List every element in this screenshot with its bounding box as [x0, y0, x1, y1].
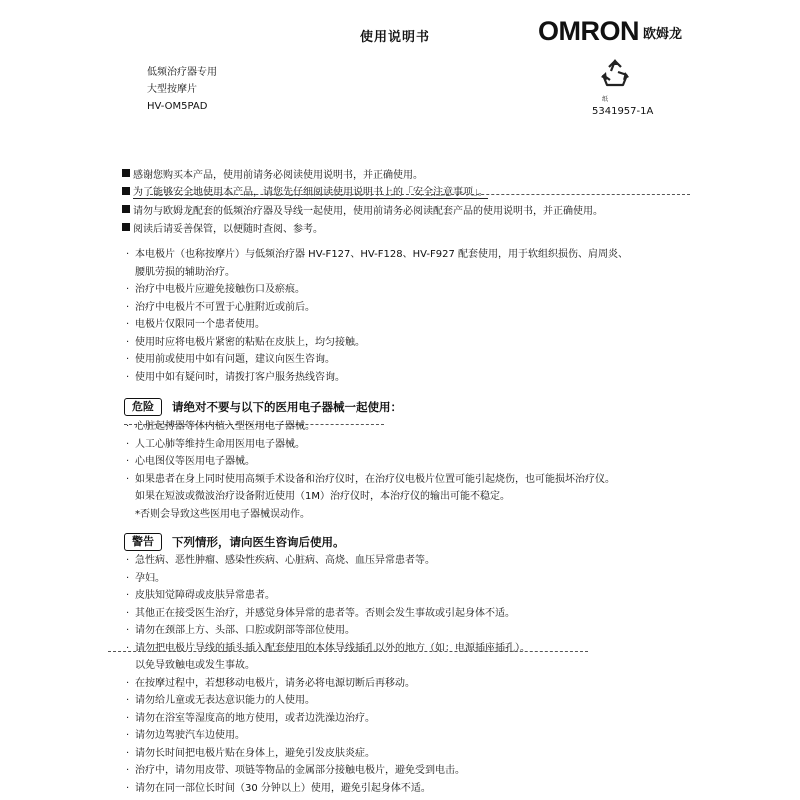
square-bullet-icon	[122, 187, 130, 195]
document-title: 使用说明书	[360, 30, 431, 45]
danger-badge: 危险	[124, 398, 162, 416]
intro-notices	[122, 164, 702, 236]
list-item: · 使用时应将电极片紧密的粘贴在皮肤上，均匀接触。	[126, 336, 365, 348]
list-item: · 请勿在同一部位长时间（30 分钟以上）使用，避免引起身体不适。	[126, 782, 431, 794]
list-item-continuation: 以免导致触电或发生事故。	[135, 660, 255, 671]
square-bullet-icon	[122, 205, 130, 213]
list-item: · 电极片仅限同一个患者使用。	[126, 319, 265, 330]
list-item: · 如果患者在身上同时使用高频手术设备和治疗仪时，在治疗仪电极片位置可能引起烧伤，也可能损坏治疗仪。	[126, 473, 615, 485]
list-item: · 皮肤知觉障碍或皮肤异常患者。	[126, 590, 275, 601]
scan-dash-line	[150, 194, 690, 195]
product-model: HV-OM5PAD	[147, 101, 208, 112]
square-bullet-icon	[122, 169, 130, 177]
list-item: · 请勿长时间把电极片贴在身体上，避免引发皮肤炎症。	[126, 747, 375, 759]
list-item-continuation: 腰肌劳损的辅助治疗。	[135, 266, 235, 278]
list-item: · 治疗中，请勿用皮带、项链等物品的金属部分接触电极片，避免受到电击。	[126, 765, 465, 776]
list-item: · 孕妇。	[126, 572, 165, 584]
square-bullet-icon	[122, 223, 130, 231]
list-item: · 心脏起搏器等体内植入型医用电子器械。	[126, 421, 315, 432]
warning-list	[126, 552, 726, 797]
list-item: · 其他正在接受医生治疗，并感觉身体异常的患者等。否则会发生事故或引起身体不适。	[126, 607, 515, 619]
danger-title: 请绝对不要与以下的医用电子器械一起使用：	[172, 400, 402, 414]
list-item-continuation: 如果在短波或微波治疗设备附近使用（1M）治疗仪时，本治疗仪的输出可能不稳定。	[135, 491, 510, 502]
product-line-1: 低频治疗器专用	[147, 67, 217, 78]
omron-logo	[538, 18, 682, 45]
usage-list	[126, 246, 706, 386]
list-item: · 急性病、恶性肿瘤、感染性疾病、心脏病、高烧、血压异常患者等。	[126, 555, 435, 566]
intro-line: 为了能够安全地使用本产品，请您先仔细阅读使用说明书上的「安全注意事项」。	[122, 182, 702, 200]
list-item: · 使用中如有疑问时，请拨打客户服务热线咨询。	[126, 371, 345, 383]
product-block	[147, 64, 217, 115]
logo-chinese: 欧姆龙	[643, 27, 683, 42]
list-item: · 本电极片（也称按摩片）与低频治疗器 HV-F127、HV-F128、HV-F927 配套使用，用于软组织损伤、肩周炎、	[126, 249, 629, 260]
document-code: 5341957-1A	[592, 106, 654, 117]
logo-wordmark: OMRON	[538, 16, 639, 46]
list-item: · 请勿给儿童或无表达意识能力的人使用。	[126, 695, 315, 706]
intro-line: 感谢您购买本产品，使用前请务必阅读使用说明书，并正确使用。	[122, 164, 702, 182]
warning-badge: 警告	[124, 533, 162, 551]
list-item: · 请勿在颈部上方、头部、口腔或阴部等部位使用。	[126, 625, 355, 636]
scan-dash-line	[108, 651, 588, 652]
recycle-label: 纸	[602, 96, 609, 103]
list-item: · 请勿把电极片导线的插头插入配套使用的本体导线插孔以外的地方（如：电源插座插孔）。	[126, 642, 530, 654]
intro-line: 请勿与欧姆龙配套的低频治疗器及导线一起使用，使用前请务必阅读配套产品的使用说明书，并正确使用。	[122, 200, 702, 218]
list-item: · 使用前或使用中如有问题，建议向医生咨询。	[126, 354, 335, 365]
danger-list	[126, 418, 726, 523]
warning-title: 下列情形，请向医生咨询后使用。	[172, 535, 345, 549]
list-item: · 在按摩过程中，若想移动电极片，请务必将电源切断后再移动。	[126, 677, 415, 689]
recycle-icon	[598, 58, 632, 92]
product-line-2: 大型按摩片	[147, 84, 197, 95]
list-item: · 心电图仪等医用电子器械。	[126, 456, 255, 467]
list-item: · 请勿边驾驶汽车边使用。	[126, 730, 245, 741]
list-item: · 治疗中电极片不可置于心脏附近或前后。	[126, 301, 315, 313]
intro-line: 阅读后请妥善保管，以便随时查阅、参考。	[122, 218, 702, 236]
list-item: · 治疗中电极片应避免接触伤口及瘀痕。	[126, 284, 305, 295]
danger-heading	[124, 398, 402, 416]
warning-heading	[124, 533, 345, 551]
list-item: · 人工心肺等维持生命用医用电子器械。	[126, 438, 305, 450]
danger-note: *否则会导致这些医用电子器械误动作。	[135, 508, 310, 520]
list-item: · 请勿在浴室等湿度高的地方使用，或者边洗澡边治疗。	[126, 712, 375, 724]
